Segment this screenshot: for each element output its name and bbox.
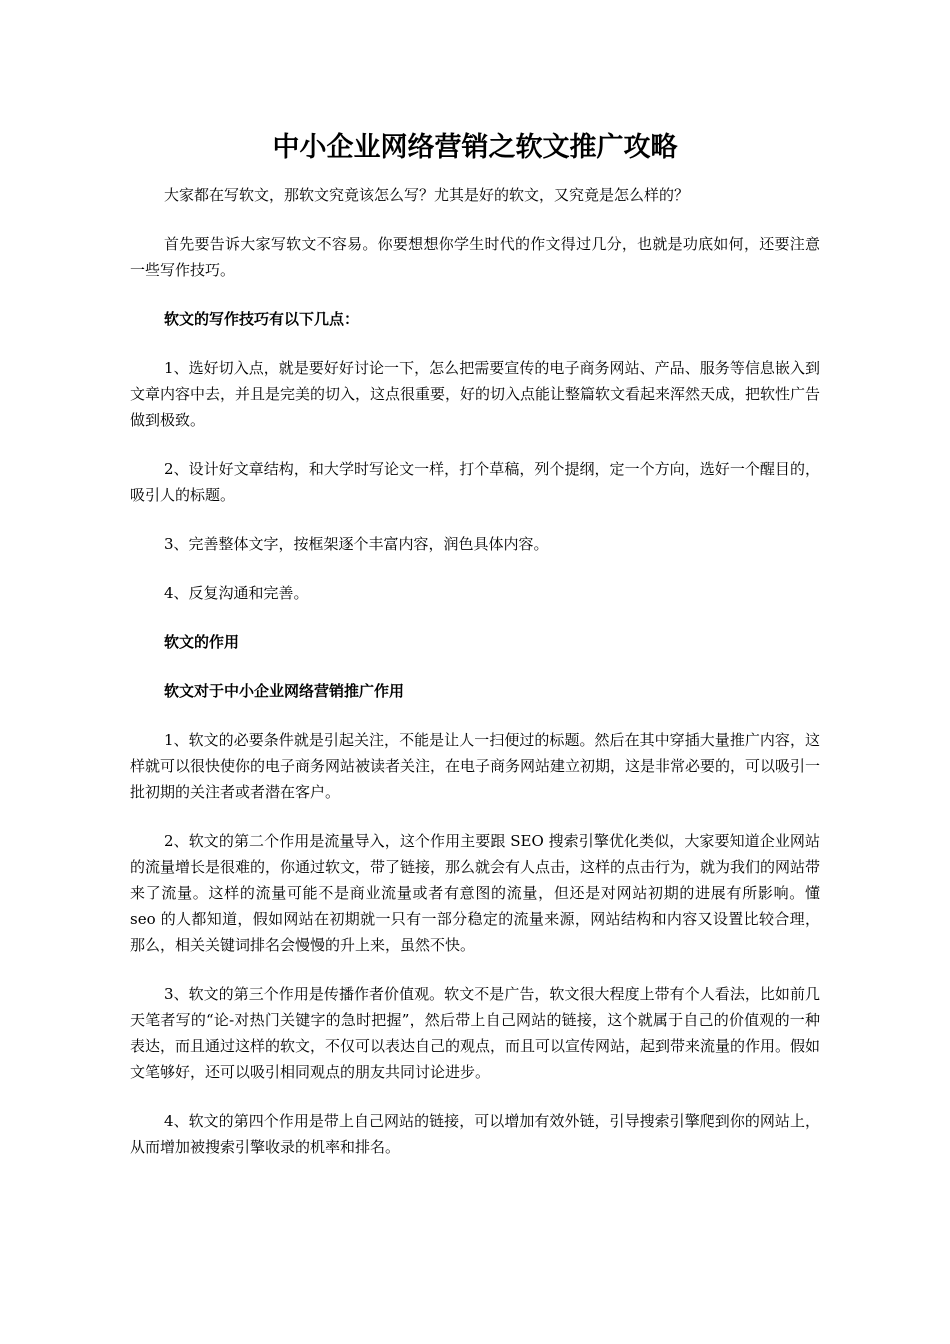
paragraph-role-2: 2、软文的第二个作用是流量导入，这个作用主要跟 SEO 搜索引擎优化类似，大家要知道企业网站的流量增长是很难的，你通过软文，带了链接，那么就会有人点击，这样的点击行为，就为我们的网站带来了流量。这样的流量可能不是商业流量或者有意图的流量，但还是对网站初期的进展有所影响。懂 seo 的人都知道，假如网站在初期就一只有一部分稳定的流量来源，网站结构和内容又设置比较合理，那么，相关关键词排名会慢慢的升上来，虽然不快。: [130, 832, 821, 954]
heading-role-for-smes: 软文对于中小企业网络营销推广作用: [164, 682, 405, 700]
paragraph-tip-3: 3、完善整体文字，按框架逐个丰富内容，润色具体内容。: [164, 535, 549, 553]
document-body: [130, 182, 820, 1183]
paragraph-role-3: 3、软文的第三个作用是传播作者价值观。软文不是广告，软文很大程度上带有个人看法，比如前几天笔者写的“论-对热门关键字的急时把握”，然后带上自己网站的链接，这个就属于自己的价值观的一种表达，而且通过这样的软文，不仅可以表达自己的观点，而且可以宣传网站，起到带来流量的作用。假如文笔够好，还可以吸引相同观点的朋友共同讨论进步。: [130, 985, 821, 1081]
paragraph-tip-1: 1、选好切入点，就是要好好讨论一下，怎么把需要宣传的电子商务网站、产品、服务等信息嵌入到文章内容中去，并且是完美的切入，这点很重要，好的切入点能让整篇软文看起来浑然天成，把软性广告做到极致。: [130, 359, 821, 429]
paragraph-tip-2: 2、设计好文章结构，和大学时写论文一样，打个草稿，列个提纲，定一个方向，选好一个醒目的，吸引人的标题。: [130, 460, 820, 504]
heading-role: 软文的作用: [164, 633, 240, 651]
heading-writing-tips: 软文的写作技巧有以下几点：: [164, 310, 360, 328]
paragraph-role-4: 4、软文的第四个作用是带上自己网站的链接，可以增加有效外链，引导搜索引擎爬到你的网站上，从而增加被搜索引擎收录的机率和排名。: [130, 1112, 820, 1156]
document-title: 中小企业网络营销之软文推广攻略: [272, 132, 678, 163]
paragraph-difficulty: 首先要告诉大家写软文不容易。你要想想你学生时代的作文得过几分，也就是功底如何，还要注意一些写作技巧。: [130, 235, 820, 279]
paragraph-role-1: 1、软文的必要条件就是引起关注，不能是让人一扫便过的标题。然后在其中穿插大量推广内容，这样就可以很快使你的电子商务网站被读者关注，在电子商务网站建立初期，这是非常必要的，可以吸引一批初期的关注者或者潜在客户。: [130, 731, 821, 801]
paragraph-intro: 大家都在写软文，那软文究竟该怎么写？尤其是好的软文，又究竟是怎么样的？: [164, 186, 690, 204]
paragraph-tip-4: 4、反复沟通和完善。: [164, 584, 309, 602]
